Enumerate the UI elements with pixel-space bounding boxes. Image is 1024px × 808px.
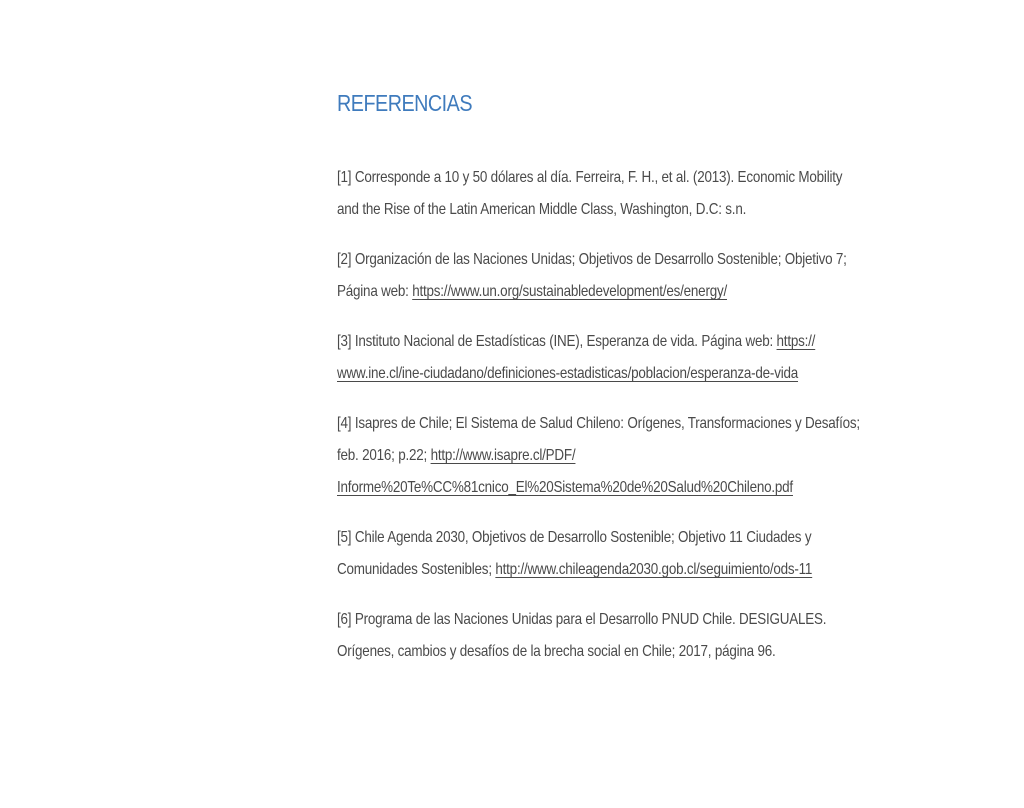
reference-6-line-1: [6] Programa de las Naciones Unidas para el Desarrollo PNUD Chile. DESIGUALES. — [337, 611, 827, 628]
reference-1 — [337, 162, 917, 226]
reference-6-line-2: Orígenes, cambios y desafíos de la brecha social en Chile; 2017, página 96. — [337, 643, 776, 660]
reference-5-line-1: [5] Chile Agenda 2030, Objetivos de Desarrollo Sostenible; Objetivo 11 Ciudades y — [337, 529, 812, 546]
reference-2-link[interactable]: https://www.un.org/sustainabledevelopment/es/energy/ — [412, 283, 728, 300]
reference-4 — [337, 408, 917, 504]
reference-4-line-3 — [337, 472, 824, 504]
reference-5-text: Comunidades Sostenibles; — [337, 561, 496, 578]
reference-3-link-part-2[interactable]: www.ine.cl/ine-ciudadano/definiciones-estadisticas/poblacion/esperanza-de-vida — [337, 365, 799, 382]
reference-2 — [337, 244, 917, 308]
reference-1-line-1: [1] Corresponde a 10 y 50 dólares al día. Ferreira, F. H., et al. (2013). Economic Mobility — [337, 169, 843, 186]
reference-4-line-1: [4] Isapres de Chile; El Sistema de Salud Chileno: Orígenes, Transformaciones y Desafíos; — [337, 415, 860, 432]
reference-6 — [337, 604, 917, 668]
reference-2-line-2 — [337, 276, 824, 308]
reference-1-line-2: and the Rise of the Latin American Middle Class, Washington, D.C: s.n. — [337, 201, 747, 218]
reference-2-web-label: Página web: — [337, 283, 413, 300]
reference-3-link-part-1[interactable]: https:// — [776, 333, 816, 350]
reference-3-text: [3] Instituto Nacional de Estadísticas (INE), Esperanza de vida. Página web: — [337, 333, 777, 350]
references-list — [337, 162, 917, 686]
reference-5-line-2 — [337, 554, 824, 586]
reference-5-link[interactable]: http://www.chileagenda2030.gob.cl/seguimiento/ods-11 — [495, 561, 813, 578]
reference-3-line-1 — [337, 326, 824, 358]
references-heading: REFERENCIAS — [337, 90, 473, 116]
reference-4-link-part-1[interactable]: http://www.isapre.cl/PDF/ — [430, 447, 576, 464]
reference-2-line-1: [2] Organización de las Naciones Unidas; Objetivos de Desarrollo Sostenible; Objetivo 7; — [337, 251, 847, 268]
reference-3-line-2 — [337, 358, 824, 390]
reference-4-link-part-2[interactable]: Informe%20Te%CC%81cnico_El%20Sistema%20de%20Salud%20Chileno.pdf — [337, 479, 793, 496]
reference-4-line-2 — [337, 440, 824, 472]
reference-4-date: feb. 2016; p.22; — [337, 447, 431, 464]
reference-3 — [337, 326, 917, 390]
reference-5 — [337, 522, 917, 586]
